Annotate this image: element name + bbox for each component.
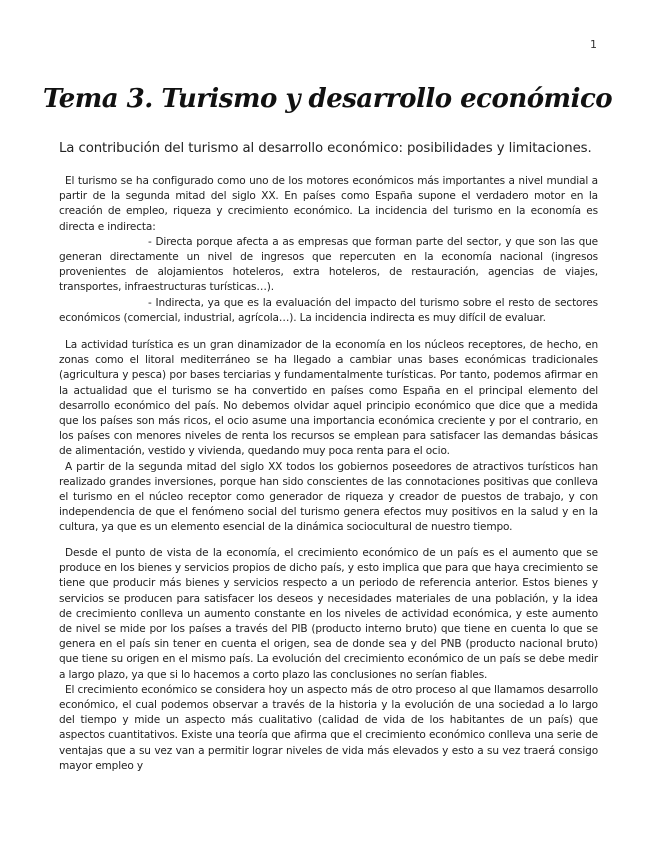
body-block-3	[59, 546, 598, 774]
body-block-1	[59, 174, 598, 326]
paragraph-desarrollo: El crecimiento económico se considera hoy un aspecto más de otro proceso al que llamamos desarrollo económico, el cual podemos observar a través de la historia y la evolución de una sociedad a lo largo del tiempo y mide un aspecto más cualitativo (calidad de vida de los habitantes de un país) que aspectos cuantitativos. Existe una teoría que afirma que el crecimiento económico conlleva una serie de ventajas que a su vez van a permitir lograr niveles de vida más elevados y esto a su vez traerá consigo mayor empleo y	[59, 683, 598, 772]
paragraph-indirecta: - Indirecta, ya que es la evaluación del impacto del turismo sobre el resto de sectores económicos (comercial, industrial, agrícola…). La incidencia indirecta es muy difícil de evaluar.	[59, 296, 598, 324]
body-block-2	[59, 338, 598, 536]
paragraph-gobiernos: A partir de la segunda mitad del siglo XX todos los gobiernos poseedores de atractivos turísticos han realizado grandes inversiones, porque han sido conscientes de las connotaciones positivas que conlleva el turismo en el núcleo receptor como generador de riqueza y creador de puestos de trabajo, y con independencia de que el fenómeno social del turismo genera efectos muy positivos en la salud y en la cultura, ya que es un elemento esencial de la dinámica sociocultural de nuestro tiempo.	[59, 460, 598, 534]
page-number: 1	[590, 38, 597, 51]
paragraph-economia: Desde el punto de vista de la economía, el crecimiento económico de un país es el aumento que se produce en los bienes y servicios propios de dicho país, y esto implica que para que haya crecimiento se tiene que producir más bienes y servicios respecto a un periodo de referencia anterior. Estos bienes y servicios se producen para satisfacer los deseos y necesidades materiales de una población, y la idea de crecimiento conlleva un aumento constante en los niveles de actividad económica, y este aumento de nivel se mide por los países a través del PIB (producto interno bruto) que tiene en cuenta lo que se genera en el país sin tener en cuenta el origen, sea de donde sea y del PNB (producto nacional bruto) que tiene su origen en el mismo país. La evolución del crecimiento económico de un país se debe medir a largo plazo, ya que si lo hacemos a corto plazo las conclusiones no serían fiables.	[59, 547, 598, 681]
paragraph-directa: - Directa porque afecta a as empresas que forman parte del sector, y que son las que generan directamente un nivel de ingresos que repercuten en la economía nacional (ingresos provenientes de alojamientos hoteleros, extra hoteleros, de restauración, agencias de viajes, transportes, infraestructuras turísticas…).	[59, 235, 598, 294]
paragraph-actividad: La actividad turística es un gran dinamizador de la economía en los núcleos receptores, de hecho, en zonas como el litoral mediterráneo se ha llegado a cambiar unas bases económicas tradicionales (agricultura y pesca) por bases terciarias y fundamentalmente turísticas. Por tanto, podemos afirmar en la actualidad que el turismo se ha convertido en países como España en el principal elemento del desarrollo económico del país. No debemos olvidar aquel principio económico que dice que a medida que los países son más ricos, el ocio asume una importancia económica creciente y por el contrario, en los países con menores niveles de renta los recursos se emplean para satisfacer las demandas básicas de alimentación, vestido y vivienda, quedando muy poca renta para el ocio.	[59, 339, 598, 458]
document-title: Tema 3. Turismo y desarrollo económico	[42, 84, 613, 114]
paragraph-intro: El turismo se ha configurado como uno de los motores económicos más importantes a nivel mundial a partir de la segunda mitad del siglo XX. En países como España supone el verdadero motor en la creación de empleo, riqueza y crecimiento económico. La incidencia del turismo en la economía es directa e indirecta:	[59, 175, 598, 233]
section-subtitle: La contribución del turismo al desarrollo económico: posibilidades y limitaciones.	[59, 141, 592, 156]
